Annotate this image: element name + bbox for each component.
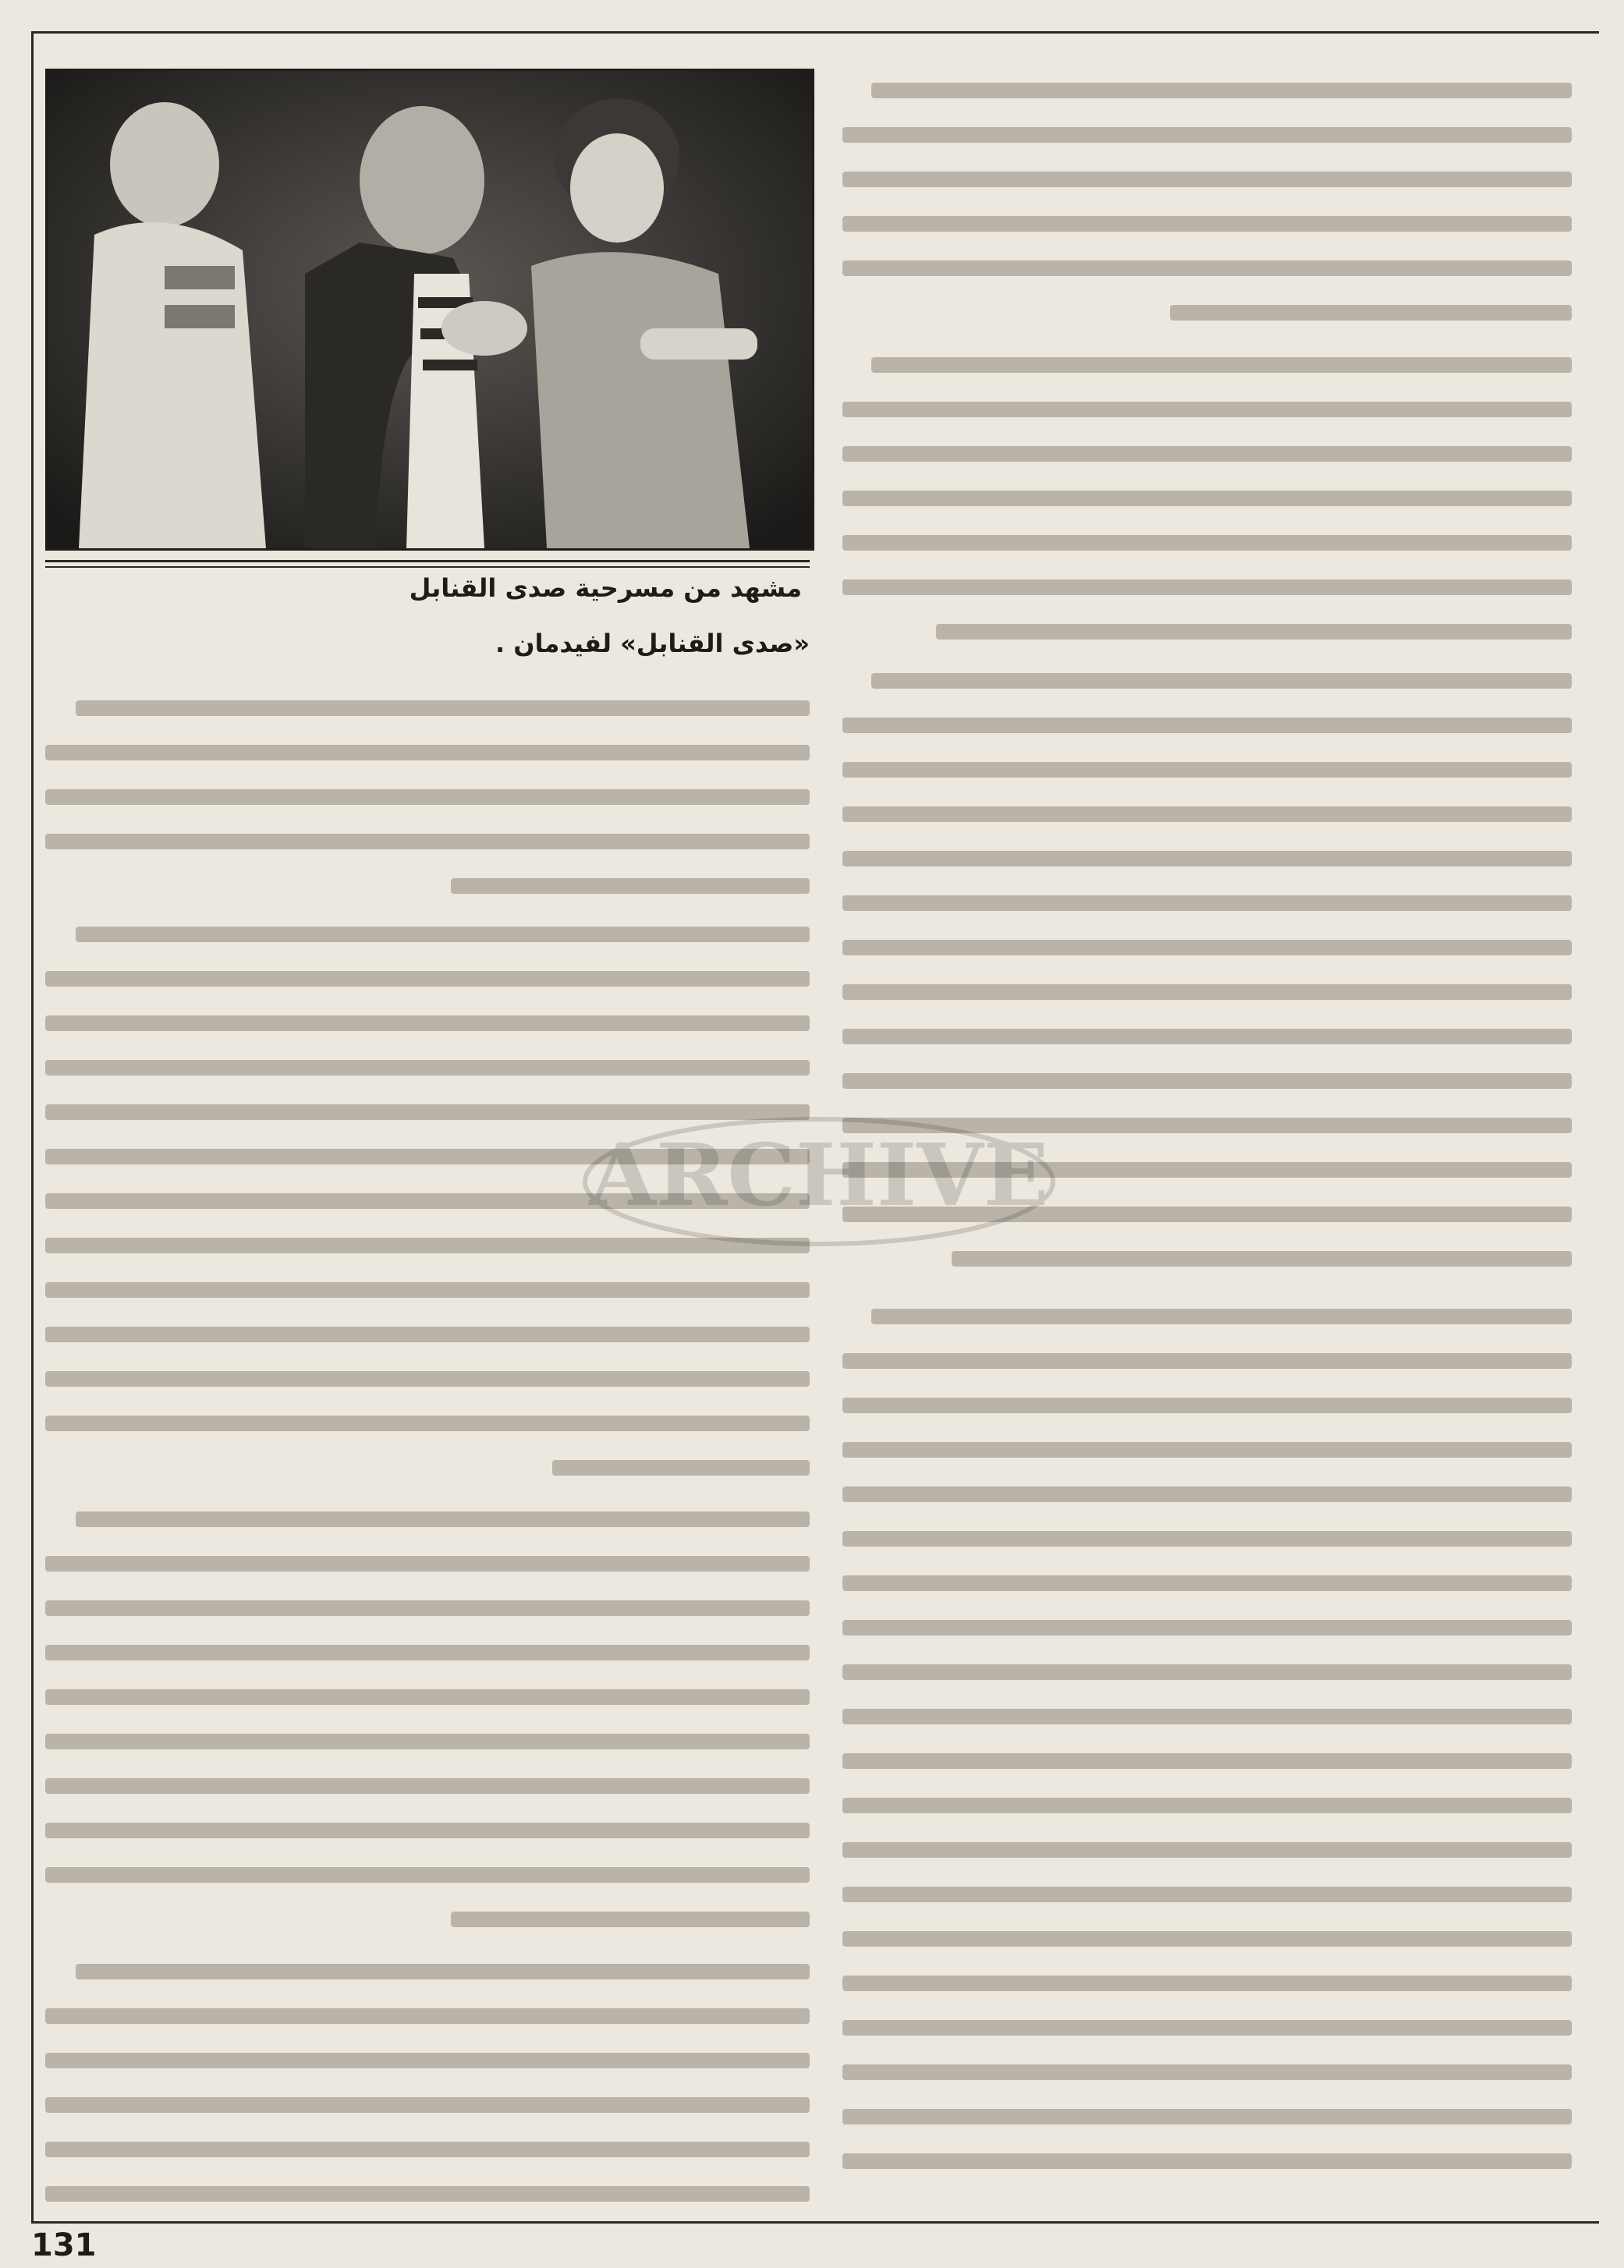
caption-rule-top-inner bbox=[45, 566, 810, 568]
text-line-placeholder bbox=[842, 1118, 1572, 1133]
text-line-placeholder bbox=[842, 1442, 1572, 1458]
text-line-placeholder bbox=[45, 1371, 810, 1387]
text-line-placeholder bbox=[45, 971, 810, 987]
text-line-placeholder bbox=[45, 1689, 810, 1705]
text-line-placeholder bbox=[842, 2020, 1572, 2036]
text-line-placeholder bbox=[76, 1964, 810, 1979]
text-line-placeholder bbox=[45, 1193, 810, 1209]
text-line-placeholder bbox=[842, 1709, 1572, 1724]
text-line-placeholder bbox=[45, 1556, 810, 1572]
text-line-placeholder bbox=[552, 1460, 810, 1476]
text-line-placeholder bbox=[842, 2109, 1572, 2124]
text-line-placeholder bbox=[842, 1487, 1572, 1502]
text-line-placeholder bbox=[842, 940, 1572, 955]
text-line-placeholder bbox=[45, 1867, 810, 1883]
photo-caption: مشهد من مسرحية صدى القنابل bbox=[409, 573, 802, 603]
text-line-placeholder bbox=[76, 927, 810, 942]
text-line-placeholder bbox=[842, 1207, 1572, 1222]
text-line-placeholder bbox=[45, 1416, 810, 1431]
text-line-placeholder bbox=[45, 1149, 810, 1164]
text-line-placeholder bbox=[871, 673, 1572, 689]
text-line-placeholder bbox=[842, 718, 1572, 733]
text-line-placeholder bbox=[842, 579, 1572, 595]
text-line-placeholder bbox=[842, 1976, 1572, 1991]
caption-rule-top bbox=[45, 560, 810, 562]
text-line-placeholder bbox=[45, 1600, 810, 1616]
text-line-placeholder bbox=[45, 1327, 810, 1342]
text-line-placeholder bbox=[842, 1931, 1572, 1947]
text-line-placeholder bbox=[842, 1620, 1572, 1635]
text-line-placeholder bbox=[842, 851, 1572, 866]
text-line-placeholder bbox=[842, 762, 1572, 778]
text-line-placeholder bbox=[842, 127, 1572, 143]
text-line-placeholder bbox=[842, 402, 1572, 417]
stage-photo bbox=[45, 69, 814, 551]
text-line-placeholder bbox=[936, 624, 1572, 640]
text-line-placeholder bbox=[842, 1664, 1572, 1680]
text-line-placeholder bbox=[842, 260, 1572, 276]
text-line-placeholder bbox=[842, 1073, 1572, 1089]
text-line-placeholder bbox=[842, 984, 1572, 1000]
text-line-placeholder bbox=[76, 700, 810, 716]
text-line-placeholder bbox=[45, 1778, 810, 1794]
top-rule bbox=[31, 31, 1599, 34]
text-line-placeholder bbox=[45, 1015, 810, 1031]
text-line-placeholder bbox=[45, 1823, 810, 1838]
text-line-placeholder bbox=[842, 1029, 1572, 1044]
text-line-placeholder bbox=[842, 172, 1572, 187]
text-line-placeholder bbox=[451, 1912, 810, 1927]
text-line-placeholder bbox=[842, 1753, 1572, 1769]
text-line-placeholder bbox=[451, 878, 810, 894]
text-line-placeholder bbox=[45, 1238, 810, 1253]
text-line-placeholder bbox=[45, 1060, 810, 1076]
text-line-placeholder bbox=[842, 1531, 1572, 1547]
text-line-placeholder bbox=[45, 789, 810, 805]
text-line-placeholder bbox=[842, 2153, 1572, 2169]
text-line-placeholder bbox=[842, 2064, 1572, 2080]
play-title-line: «صدى القنابل» لفيدمان . bbox=[495, 629, 810, 658]
text-line-placeholder bbox=[45, 2142, 810, 2157]
watermark-text: ARCHIVE bbox=[589, 1125, 1049, 1225]
text-line-placeholder bbox=[842, 1398, 1572, 1413]
text-line-placeholder bbox=[842, 1887, 1572, 1902]
text-line-placeholder bbox=[871, 83, 1572, 98]
text-line-placeholder bbox=[842, 1842, 1572, 1858]
page-number: 131 bbox=[31, 2227, 97, 2263]
text-line-placeholder bbox=[1170, 305, 1572, 321]
text-line-placeholder bbox=[842, 806, 1572, 822]
text-line-placeholder bbox=[842, 1575, 1572, 1591]
bottom-rule bbox=[31, 2221, 1599, 2224]
text-line-placeholder bbox=[45, 745, 810, 760]
text-line-placeholder bbox=[842, 535, 1572, 551]
text-line-placeholder bbox=[45, 1104, 810, 1120]
text-line-placeholder bbox=[76, 1511, 810, 1527]
text-line-placeholder bbox=[842, 491, 1572, 506]
text-line-placeholder bbox=[842, 1162, 1572, 1178]
text-line-placeholder bbox=[45, 2097, 810, 2113]
text-line-placeholder bbox=[842, 1353, 1572, 1369]
text-line-placeholder bbox=[45, 1645, 810, 1660]
text-line-placeholder bbox=[842, 446, 1572, 462]
text-line-placeholder bbox=[871, 1309, 1572, 1324]
text-line-placeholder bbox=[842, 1798, 1572, 1813]
text-line-placeholder bbox=[45, 2053, 810, 2068]
text-line-placeholder bbox=[45, 2008, 810, 2024]
text-line-placeholder bbox=[952, 1251, 1572, 1267]
text-line-placeholder bbox=[842, 895, 1572, 911]
text-line-placeholder bbox=[842, 216, 1572, 232]
text-line-placeholder bbox=[45, 1282, 810, 1298]
text-line-placeholder bbox=[45, 1734, 810, 1749]
text-line-placeholder bbox=[45, 2186, 810, 2202]
stage-photo-image bbox=[48, 71, 812, 548]
text-line-placeholder bbox=[871, 357, 1572, 373]
text-line-placeholder bbox=[45, 834, 810, 849]
